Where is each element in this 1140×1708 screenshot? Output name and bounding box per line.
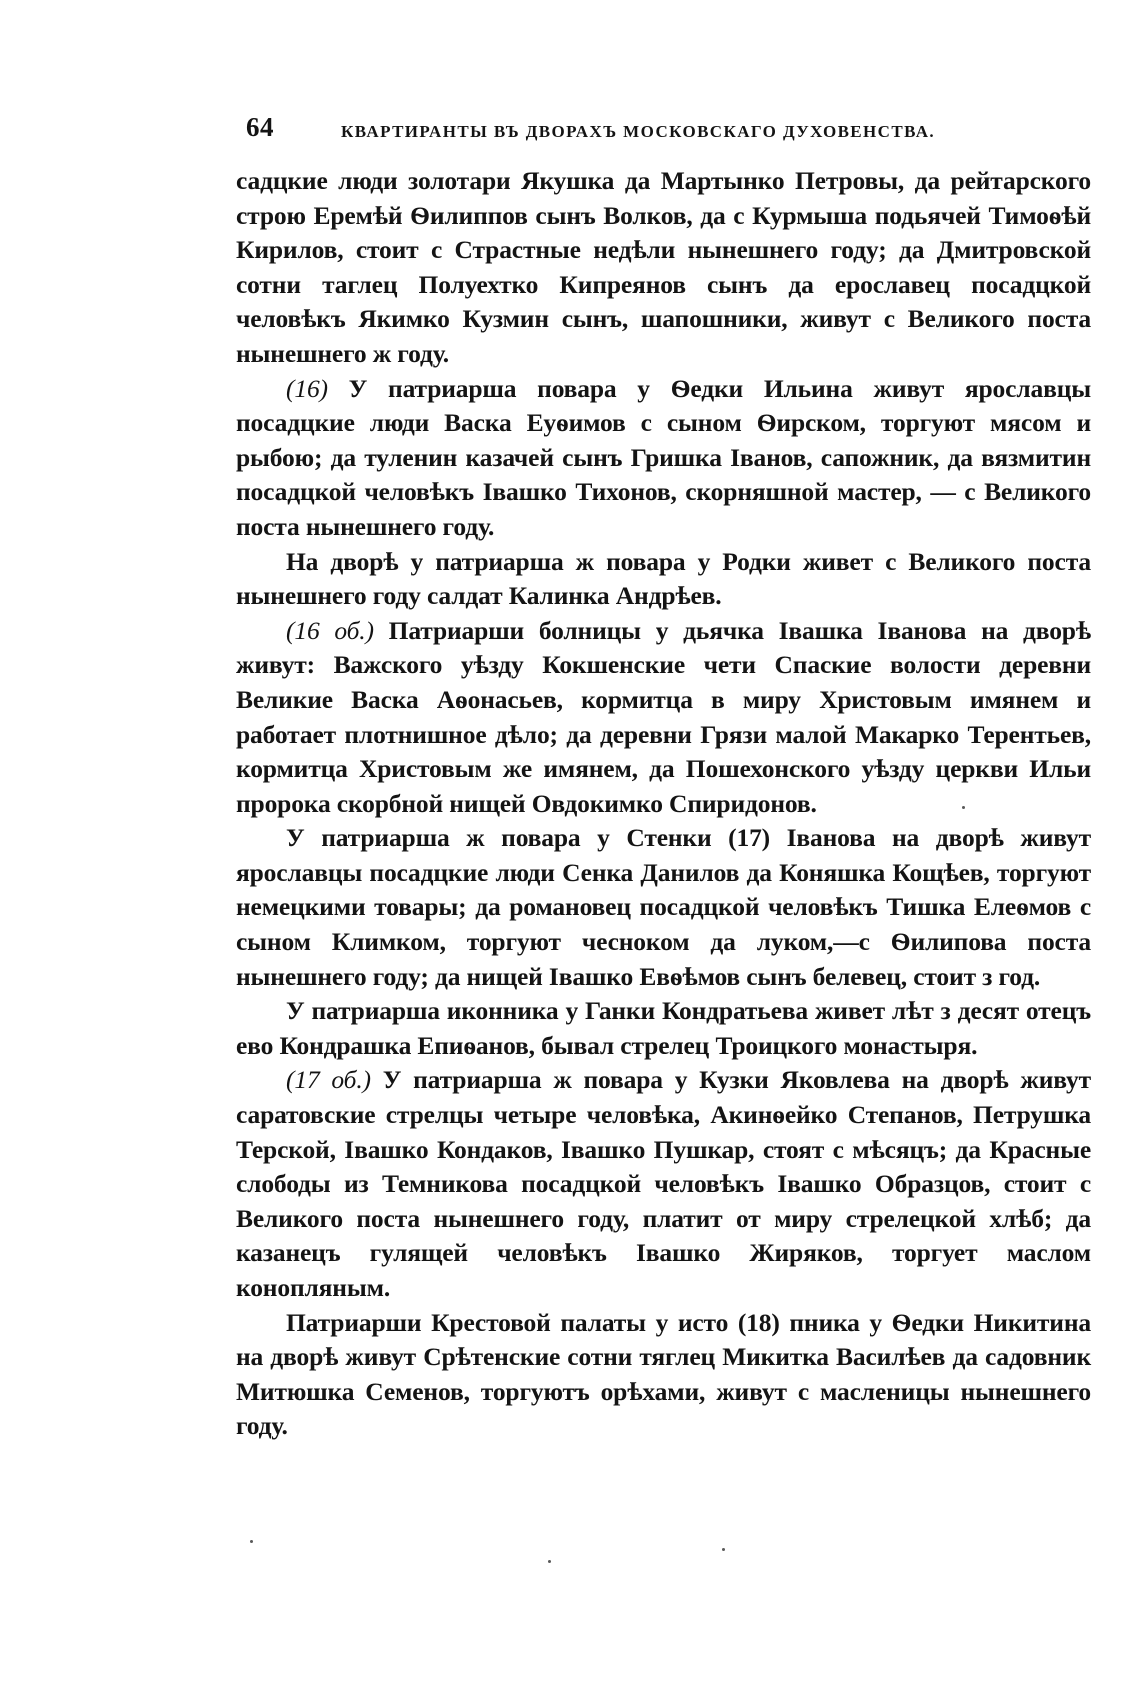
paragraph-2 xyxy=(236,372,1091,545)
paragraph-7-ref: (17 об.) xyxy=(286,1065,371,1095)
paragraph-7 xyxy=(236,1063,1091,1305)
paragraph-6-text: У патриарша иконника у Ганки Кондратьева живет лѣт з десят отецъ ево Кондрашка Епиѳанов, бывал стрелец Троицкого монастыря. xyxy=(236,996,1091,1060)
running-title: КВАРТИРАНТЫ ВЪ ДВОРАХЪ МОСКОВСКАГО ДУХОВЕНСТВА. xyxy=(341,122,936,141)
paragraph-2-text: У патриарша повара у Ѳедки Ильина живут ярославцы посадцкие люди Васка Еуѳимов с сыном Ѳирском, торгуют мясом и рыбою; да туленин казачей сынъ Гришка Іванов, сапожник, да вязмитин посадцкой человѣкъ Івашко Тихонов, скорняшной мастер, — с Великого поста нынешнего году. xyxy=(236,373,1091,541)
paragraph-8-text: Патриарши Крестовой палаты у исто (18) пника у Ѳедки Никитина на дворѣ живут Срѣтенские сотни тяглец Микитка Василѣев да садовник Митюшка Семенов, торгуютъ орѣхами, живут с масленицы нынешнего году. xyxy=(236,1307,1091,1441)
paragraph-4-ref: (16 об.) xyxy=(286,615,374,645)
paragraph-3-text: На дворѣ у патриарша ж повара у Родки живет с Великого поста нынешнего году салдат Калинка Андрѣев. xyxy=(236,546,1091,611)
print-speck xyxy=(722,1548,725,1551)
print-speck xyxy=(250,1540,253,1543)
paragraph-3 xyxy=(236,545,1091,614)
paragraph-6 xyxy=(236,994,1091,1063)
page-header xyxy=(246,108,1096,148)
page-number: 64 xyxy=(246,112,274,142)
paragraph-7-text: У патриарша ж повара у Кузки Яковлева на дворѣ живут саратовские стрелцы четыре человѣка, Акинѳейко Степанов, Петрушка Терской, Івашко Кондаков, Івашко Пушкар, стоят с мѣсяцъ; да Красные слободы из Темникова посадцкой человѣкъ Івашко Образцов, стоит с Великого поста нынешнего году, платит от миру стрелецкой хлѣб; да казанецъ гулящей человѣкъ Івашко Жиряков, торгует маслом конопляным. xyxy=(236,1065,1091,1302)
paragraph-4-text: Патриарши болницы у дьячка Івашка Іванова на дворѣ живут: Важского уѣзду Кокшенские чети Спаские волости деревни Великие Васка Аѳонасьев, кормитца в миру Христовым имянем и работает плотнишное дѣло; да деревни Грязи малой Макарко Терентьев, кормитца Христовым же имянем, да Пошехонского уѣзду церкви Ильи пророка скорбной нищей Овдокимко Спиридонов. xyxy=(236,615,1091,818)
paragraph-5-text: У патриарша ж повара у Стенки (17) Іванова на дворѣ живут ярославцы посадцкие люди Сенка Данилов да Коняшка Кощѣев, торгуют немецкими товары; да романовец посадцкой человѣкъ Тишка Елеѳмов с сыном Климком, торгуют чесноком да луком,—с Ѳилипова поста нынешнего году; да нищей Івашко Евѳѣмов сынъ белевец, стоит з год. xyxy=(236,823,1091,991)
paragraph-5 xyxy=(236,821,1091,994)
print-speck xyxy=(548,1560,551,1563)
paragraph-4 xyxy=(236,614,1091,822)
paragraph-1-text: садцкие люди золотари Якушка да Мартынко Петровы, да рейтарского строю Еремѣй Ѳилиппов сынъ Волков, да с Курмыша подьячей Тимоѳѣй Кирилов, стоит с Страстные недѣли нынешнего году; да Дмитровской сотни таглец Полуехтко Кипреянов сынъ да ерославец посадцкой человѣкъ Якимко Кузмин сынъ, шапошники, живут с Великого поста нынешнего ж году. xyxy=(236,166,1091,368)
paragraph-1 xyxy=(236,164,1091,372)
print-speck xyxy=(962,806,965,809)
body-text xyxy=(236,164,1091,1444)
paragraph-8 xyxy=(236,1306,1091,1444)
paragraph-2-ref: (16) xyxy=(286,373,328,403)
